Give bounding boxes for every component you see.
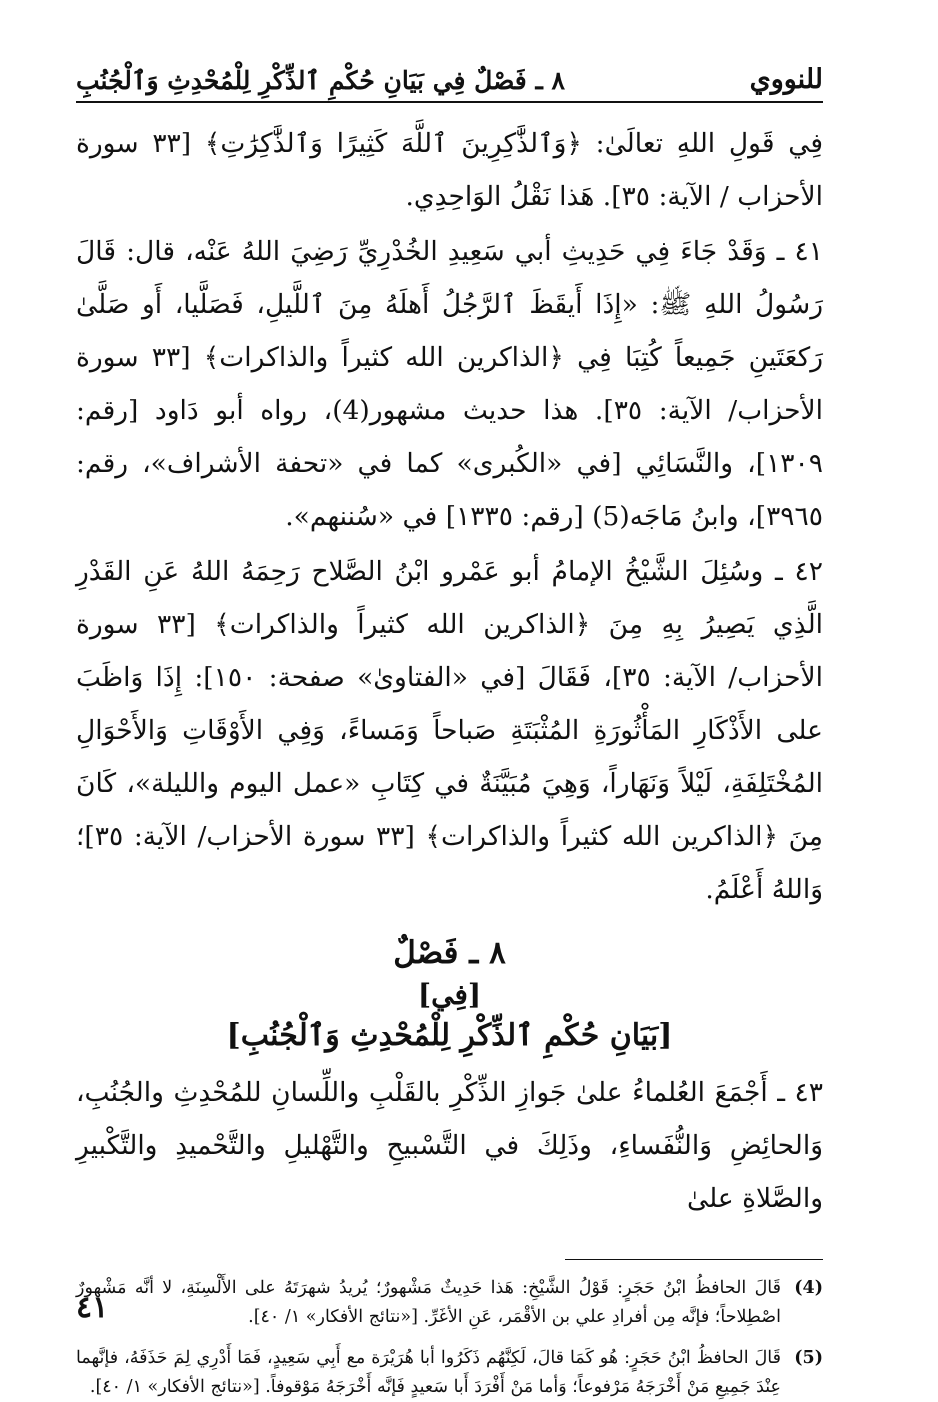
section-number: ٨ ـ فَصْلٌ: [393, 935, 506, 971]
main-text: [76, 117, 823, 1225]
page-number: ٤١: [76, 1290, 109, 1325]
header-author: للنووي: [749, 64, 823, 95]
footnote-5: [76, 1344, 823, 1402]
running-header: [76, 0, 823, 103]
footnote-4: [76, 1274, 823, 1332]
footnote-mark: (4): [794, 1278, 823, 1298]
footnote-divider: [565, 1259, 823, 1260]
section-title: [بَيَانِ حُكْمِ ٱلذِّكْرِ لِلْمُحْدِثِ وَٱلْجُنُبِ]: [226, 1018, 673, 1053]
paragraph-41: ٤١ ـ وَقَدْ جَاءَ فِي حَدِيثِ أبي سَعِيدِ الخُدْرِيِّ رَضِيَ اللهُ عَنْه، قال: قَالَ رَسُولُ اللهِ ﷺ: «إِذَا أَيقَظَ ٱلرَّجُلُ أَهلَهُ مِنَ ٱللَّيلِ، فَصَلَّيا، أَو صَلَّىٰ رَكعَتَينِ جَمِيعاً كُتِبَا فِي ﴿الذاكرين الله كثيراً والذاكرات﴾ [٣٣ سورة الأحزاب/ الآية: ٣٥]. هذا حديث مشهور(4)، رواه أبو دَاود [رقم: ١٣٠٩]، والنَّسَائِي [في «الكُبرى» كما في «تحفة الأشراف»، رقم: ٣٩٦٥]، وابنُ مَاجَه(5) [رقم: ١٣٣٥] في «سُننهم».: [76, 236, 824, 532]
header-chapter-title: ٨ ـ فَصْلٌ فِي بَيَانِ حُكْمِ ٱلذِّكْرِ لِلْمُحْدِثِ وَٱلْجُنُبِ: [76, 66, 565, 95]
paragraph-42: ٤٢ ـ وسُئِلَ الشَّيْخُ الإمامُ أبو عَمْرو ابْنُ الصَّلاح رَحِمَهُ اللهُ عَنِ القَدْرِ الَّذِي يَصِيرُ بِهِ مِنَ ﴿الذاكرين الله كثيراً والذاكرات﴾ [٣٣ سورة الأحزاب/ الآية: ٣٥]، فَقَالَ [في «الفتاوىٰ» صفحة: ١٥٠]: إِذَا وَاظَبَ على الأَذْكَارِ المَأْثُورَةِ المُثْبَتَةِ صَباحاً وَمَساءً، وَفِي الأَوْقَاتِ وَالأَحْوَالِ المُخْتَلِفَةِ، لَيْلاً وَنَهَاراً، وَهِيَ مُبَيَّنَةٌ في كِتَابِ «عمل اليوم والليلة»، كَانَ مِنَ ﴿الذاكرين الله كثيراً والذاكرات﴾ [٣٣ سورة الأحزاب/ الآية: ٣٥]؛ وَاللهُ أَعْلَمُ.: [76, 556, 824, 905]
footnote-text: قَالَ الحافظُ ابْنُ حَجَرٍ: قَوْلُ الشَّيْخِ: هَذا حَدِيثٌ مَشْهورٌ؛ يُريدُ شهرَتَهُ على الأَلْسِنَةِ، لا أنَّه مَشْهورٌ اصْطِلاحاً؛ فإنَّه مِن أفرادِ علي بن الأقْمَر، عَنِ الأغَرِّ. [«نتائج الأفكار» ١/ ٤٠].: [76, 1278, 781, 1327]
paragraph-intro: فِي قَولِ اللهِ تعالَىٰ: ﴿وَٱلذَّٰكِرِينَ ٱللَّهَ كَثِيرًا وَٱلذَّٰكِرَٰتِ﴾ [٣٣ سورة الأحزاب / الآية: ٣٥]. هَذا نَقْلُ الوَاحِدِي.: [76, 128, 824, 212]
section-preposition: [فِي]: [417, 978, 482, 1011]
paragraph-43: ٤٣ ـ أَجْمَعَ العُلماءُ علىٰ جَوازِ الذِّكْرِ بالقَلْبِ واللِّسانِ للمُحْدِثِ والجُنُبِ، وَالحائِضِ وَالنُّفَساءِ، وذَلِكَ في التَّسْبيحِ والتَّهْليلِ والتَّحْميدِ والتَّكْبيرِ والصَّلاةِ علىٰ: [76, 1077, 823, 1214]
footnote-mark: (5): [794, 1348, 823, 1368]
section-heading: [76, 930, 823, 1058]
footnote-text: قَالَ الحافظُ ابْنُ حَجَرٍ: هُو كَمَا قالَ، لَكِنَّهُم ذَكَرُوا أبا هُرَيْرَة مع أَبِي سَعِيدٍ، فَمَا أَدْرِي لِمَ حَذَفَهُ، فإنَّهما عِنْدَ جَمِيعِ مَنْ أَخْرَجَهُ مَرْفوعاً؛ وَأما مَنْ أَفْرَدَ أَبا سَعيدٍ فَإنَّه أَخْرَجَهُ مَوْقوفاً. [«نتائج الأفكار» ١/ ٤٠].: [76, 1348, 781, 1397]
